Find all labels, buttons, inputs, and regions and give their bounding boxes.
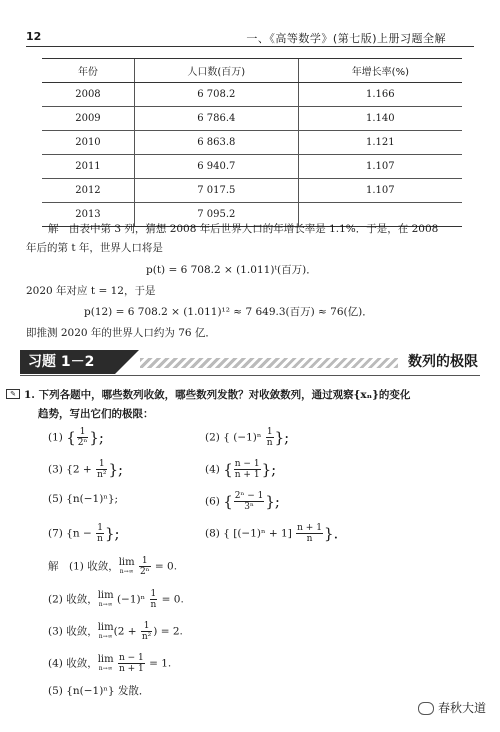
watermark — [418, 699, 486, 716]
table-cell: 6 863.8 — [134, 131, 298, 155]
table-cell: 2011 — [42, 155, 134, 179]
table-row — [42, 179, 462, 203]
solution-para-1a: 解 由表中第 3 列，猜想 2008 年后世界人口的年增长率是 1.1%．于是，在 2008 — [48, 223, 439, 235]
wechat-icon — [418, 702, 434, 715]
problem-1-line-1: 1. 下列各题中，哪些数列收敛，哪些数列发散？对收敛数列，通过观察{xₙ}的变化 — [24, 389, 411, 401]
table-cell: 1.166 — [298, 83, 462, 107]
section-title: 数列的极限 — [398, 350, 480, 374]
table-cell: 2009 — [42, 107, 134, 131]
table-cell: 2012 — [42, 179, 134, 203]
solution-conclusion: 即推测 2020 年的世界人口约为 76 亿． — [26, 327, 216, 339]
watermark-text: 春秋大道 — [437, 701, 486, 715]
formula-p-12: p(12) = 6 708.2 × (1.011)¹² ≈ 7 649.3(百万) ≈ 76(亿)． — [84, 306, 373, 318]
solution-para-1b: 年后的第 t 年，世界人口将是 — [26, 242, 163, 254]
pencil-icon: ✎ — [6, 389, 20, 399]
table-cell: 2008 — [42, 83, 134, 107]
page-number: 12 — [26, 30, 42, 43]
table-row — [42, 131, 462, 155]
col-year: 年份 — [42, 59, 134, 83]
answer-1: 解 (1) 收敛，lim n→∞ $\frac{1}{\text{2ⁿ}}$ = 0. — [48, 556, 178, 577]
table-cell: 7 017.5 — [134, 179, 298, 203]
answer-3: (3) 收敛，lim n→∞ (2 + $\frac{1}{\text{n²}}$ ) = 2. — [48, 621, 183, 642]
table-cell: 2013 — [42, 203, 134, 227]
exercise-label: 习题 1－2 — [20, 350, 115, 374]
answer-4: (4) 收敛，lim n→∞ $\frac{n - 1}{n + 1}$ = 1. — [48, 653, 172, 674]
list-item: (8) { [(−1)ⁿ + 1] $\frac{n + 1}{n}$ }. — [205, 523, 339, 544]
col-growth: 年增长率(%) — [298, 59, 462, 83]
list-item: (1) { $\frac{1}{\text{2ⁿ}}$ }; — [48, 427, 104, 448]
table-cell: 1.121 — [298, 131, 462, 155]
list-item: (7) {n − $\frac{1}{n}$ }; — [48, 523, 120, 544]
table-cell: 6 940.7 — [134, 155, 298, 179]
table-cell: 1.140 — [298, 107, 462, 131]
population-table — [42, 58, 462, 227]
list-item: (4) { $\frac{n - 1}{n + 1}$ }; — [205, 459, 277, 480]
answer-5: (5) {n(−1)ⁿ} 发散． — [48, 685, 150, 697]
list-item: (3) {2 + $\frac{1}{\text{n²}}$ }; — [48, 459, 124, 480]
table-cell: 6 786.4 — [134, 107, 298, 131]
solution-para-2: 2020 年对应 t = 12，于是 — [26, 285, 156, 297]
problem-1-line-2: 趋势，写出它们的极限： — [38, 408, 154, 420]
table-cell: 7 095.2 — [134, 203, 298, 227]
table-cell: 1.107 — [298, 179, 462, 203]
table-cell: 1.107 — [298, 155, 462, 179]
list-item: (6) { $\frac{\text{2ⁿ − 1}}{\text{3ⁿ}}$ }; — [205, 491, 280, 512]
answer-2: (2) 收敛，lim n→∞ (−1)ⁿ $\frac{1}{n}$ = 0. — [48, 589, 184, 610]
col-population: 人口数(百万) — [134, 59, 298, 83]
list-item: (5) {n(−1)ⁿ}; — [48, 493, 119, 505]
table-cell: 2010 — [42, 131, 134, 155]
page-header — [26, 28, 474, 47]
list-item: (2) { (−1)ⁿ $\frac{1}{n}$ }; — [205, 427, 290, 448]
table-row — [42, 107, 462, 131]
table-row — [42, 155, 462, 179]
divider — [20, 375, 480, 376]
running-title: 一、《高等数学》(第七版)上册习题全解 — [246, 32, 446, 45]
table-header-row — [42, 59, 462, 83]
table-cell: 6 708.2 — [134, 83, 298, 107]
table-row — [42, 83, 462, 107]
section-banner — [20, 350, 480, 374]
formula-p-t: p(t) = 6 708.2 × (1.011)ᵗ(百万)． — [146, 264, 317, 276]
